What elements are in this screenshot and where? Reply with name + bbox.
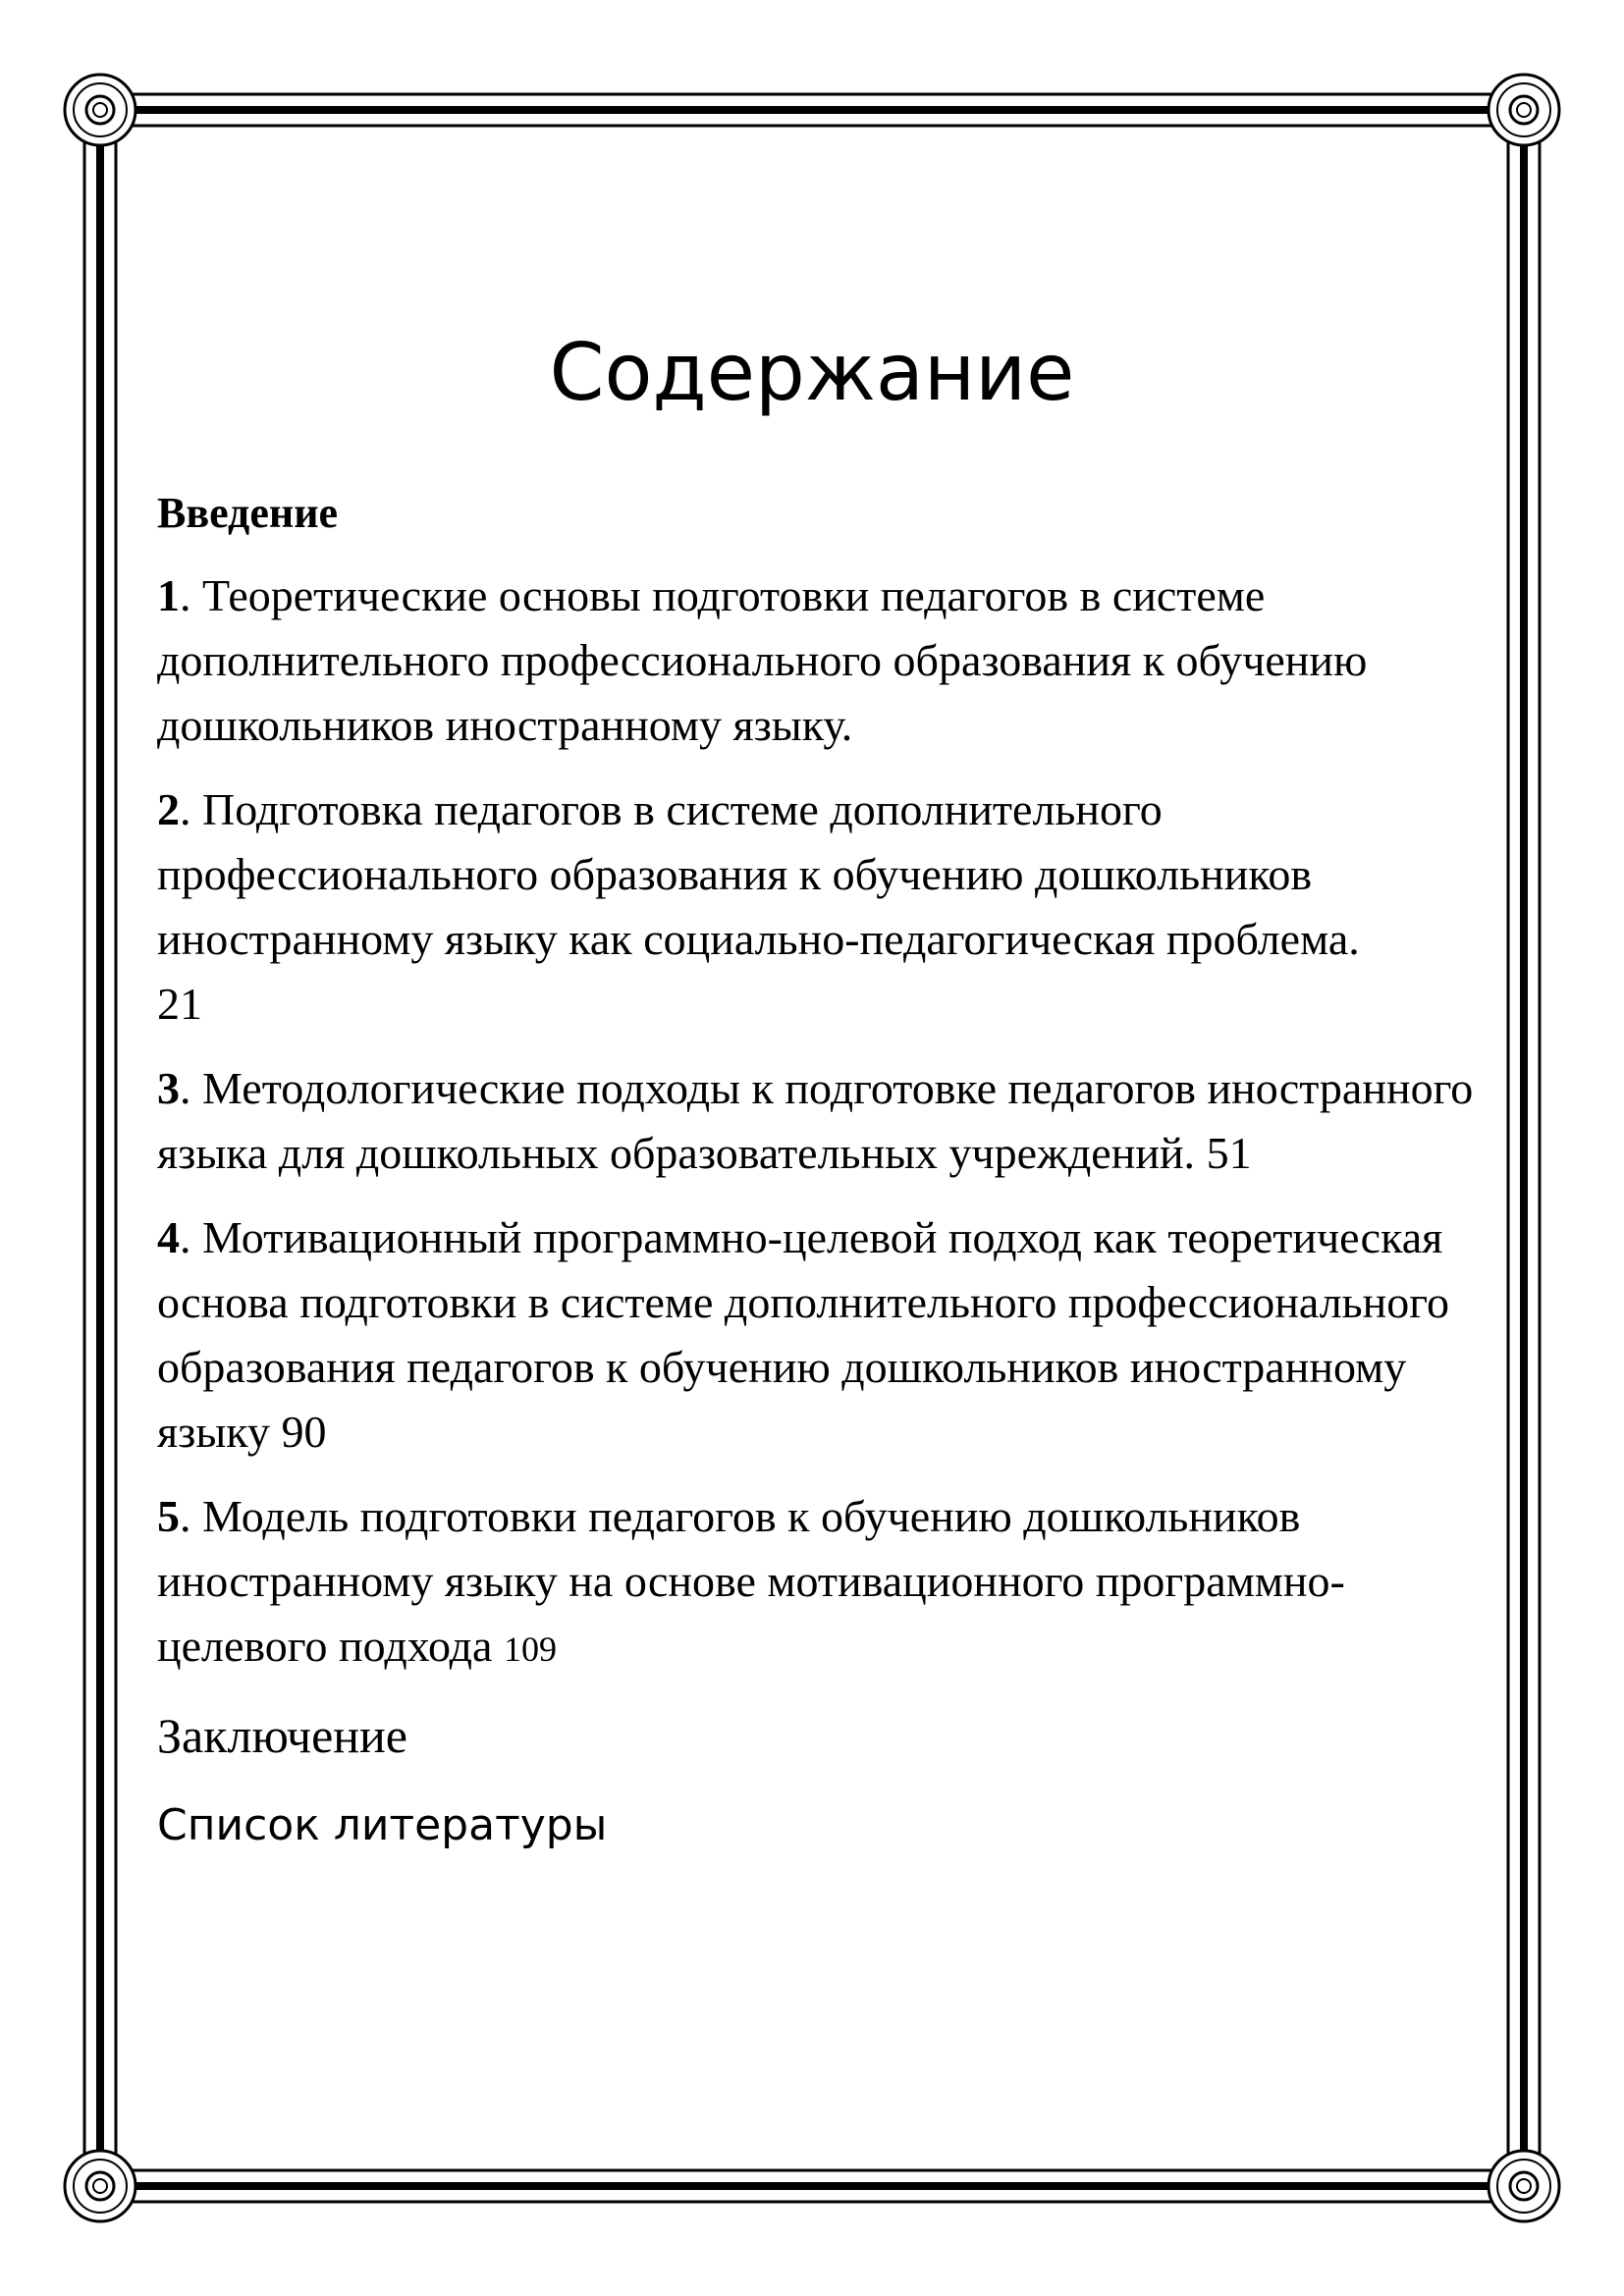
toc-item-1[interactable] [157,563,1492,758]
corner-ornament-bottom-right-icon [1489,2151,1559,2221]
toc-introduction: Введение [157,489,339,537]
toc-literature[interactable]: Список литературы [157,1800,608,1850]
toc-conclusion[interactable]: Заключение [157,1708,407,1763]
toc-item-text: . Подготовка педагогов в системе дополнительного профессионального образования к обучению дошкольников иностранному языку как социально-педагогическая проблема. [157,784,1360,964]
toc-item-text: . Мотивационный программно-целевой подход как теоретическая основа подготовки в системе дополнительного профессионального образования педагогов к обучению дошкольников иностранному языку [157,1212,1449,1457]
corner-ornament-bottom-left-icon [65,2151,135,2221]
toc-item-page: 21 [157,979,202,1029]
corner-ornament-top-right-icon [1489,75,1559,145]
toc-item-number: 2 [157,784,180,834]
toc-item-text: . Модель подготовки педагогов к обучению дошкольников иностранному языку на основе мотивационного программно-целевого подхода [157,1491,1345,1671]
corner-ornament-top-left-icon [65,75,135,145]
toc-item-number: 1 [157,570,180,620]
toc-item-3[interactable] [157,1056,1492,1186]
toc-item-5[interactable] [157,1484,1492,1682]
toc-item-page: 109 [503,1629,557,1669]
toc-item-text: . Методологические подходы к подготовке педагогов иностранного языка для дошкольных образовательных учреждений. [157,1063,1474,1178]
table-of-contents [157,483,1492,1858]
toc-item-text: . Теоретические основы подготовки педагогов в системе дополнительного профессионального образования к обучению дошкольников иностранному языку. [157,570,1368,750]
toc-item-number: 4 [157,1212,180,1262]
toc-item-number: 3 [157,1063,180,1113]
toc-item-2[interactable] [157,777,1492,1037]
toc-item-4[interactable] [157,1205,1492,1465]
toc-item-page: 51 [1206,1128,1252,1178]
toc-item-page: 90 [281,1407,327,1457]
toc-item-number: 5 [157,1491,180,1541]
page-title: Содержание [549,327,1075,418]
